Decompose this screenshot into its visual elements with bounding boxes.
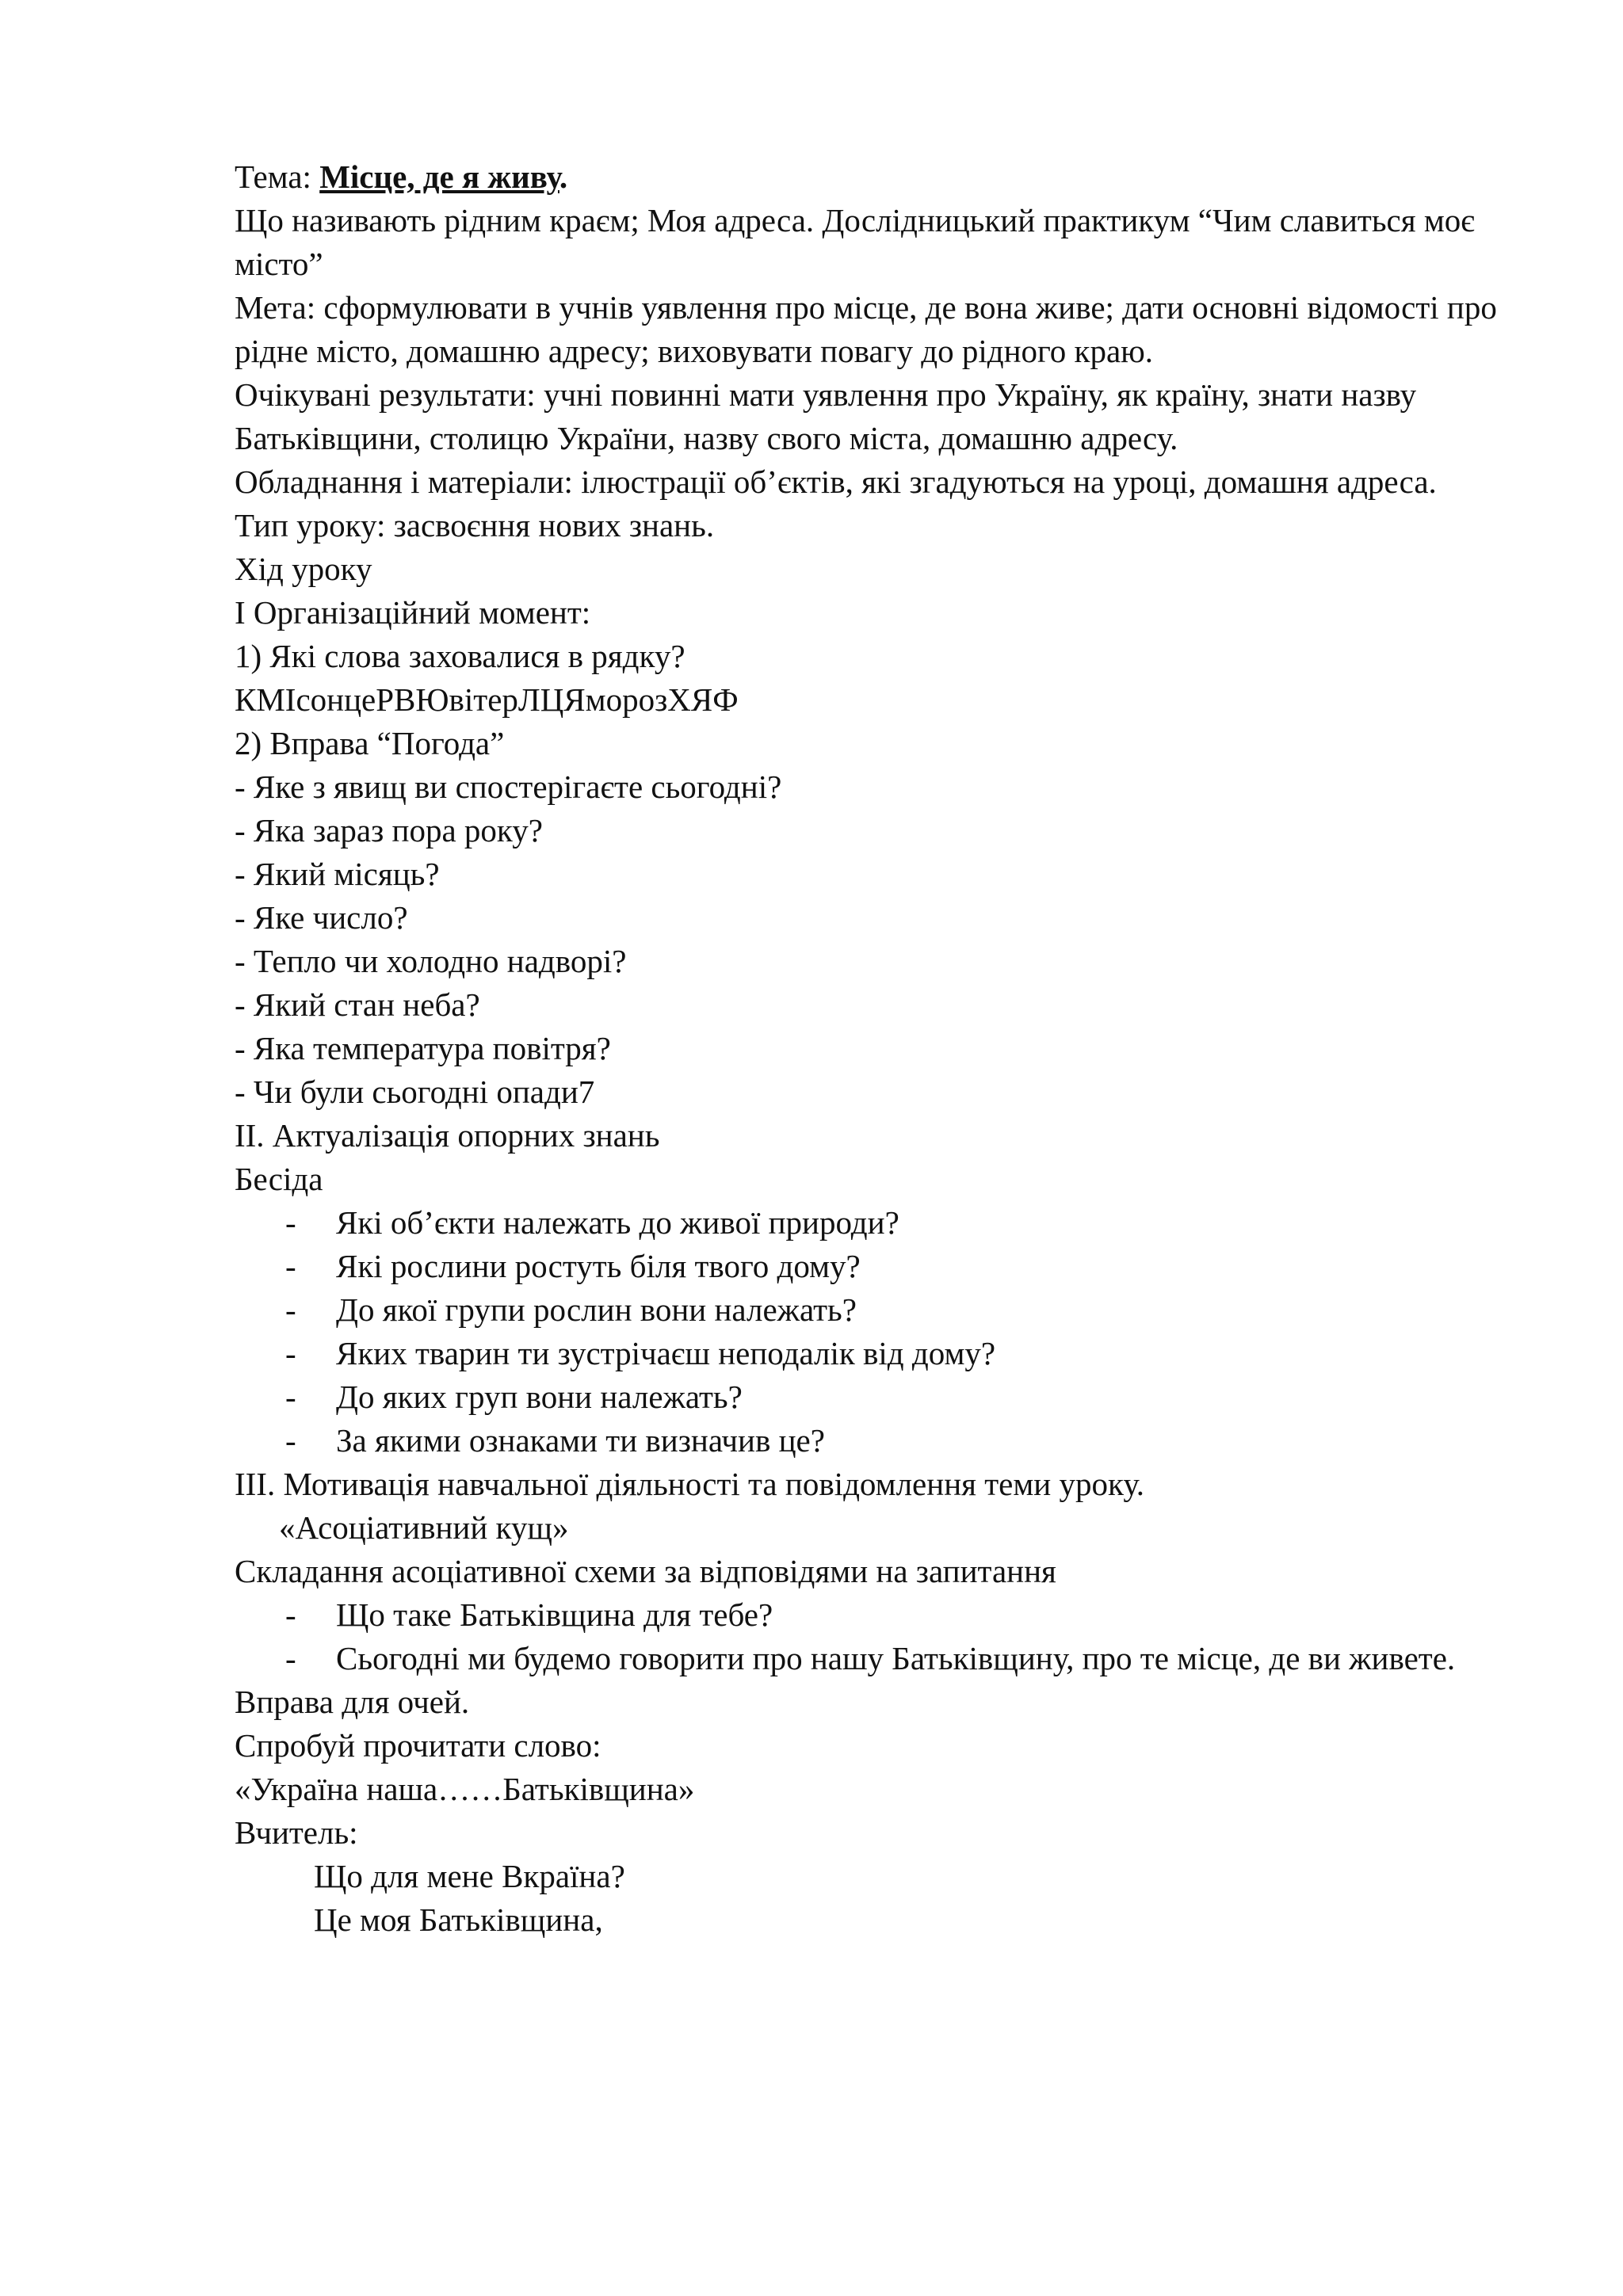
- hidden-words-letters: КМІсонцеРВЮвітерЛЦЯморозХЯФ: [235, 681, 739, 718]
- list-item: [235, 1201, 1518, 1245]
- weather-question: - Який стан неба?: [235, 986, 480, 1023]
- list-item: [235, 1375, 1518, 1419]
- subtopics: Що називають рідним краєм; Моя адреса. Дослідницький практикум “Чим славиться моє місто”: [235, 202, 1475, 282]
- weather-question: - Чи були сьогодні опади7: [235, 1074, 595, 1110]
- topic-line: [235, 155, 1518, 199]
- list-dash: -: [285, 1596, 296, 1633]
- list-item-text: Які рослини ростуть біля твого дому?: [336, 1248, 861, 1284]
- topic-title: Місце, де я живу: [319, 158, 559, 195]
- list-item: [235, 1593, 1518, 1637]
- goal: Мета: сформулювати в учнів уявлення про місце, де вона живе; дати основні відомості про рідне місто, домашню адресу; виховувати повагу до рідного краю.: [235, 289, 1497, 369]
- list-dash: -: [285, 1379, 296, 1415]
- eye-exercise-phrase: «Україна наша……Батьківщина»: [235, 1771, 695, 1807]
- weather-question: - Яка температура повітря?: [235, 1030, 611, 1066]
- list-dash: -: [285, 1335, 296, 1371]
- list-dash: -: [285, 1248, 296, 1284]
- list-item-text: Сьогодні ми будемо говорити про нашу Батьківщину, про те місце, де ви живете.: [336, 1640, 1456, 1676]
- section3-subtitle: Складання асоціативної схеми за відповідями на запитання: [235, 1553, 1056, 1589]
- list-item: [235, 1419, 1518, 1463]
- list-dash: -: [285, 1422, 296, 1459]
- list-item-text: До яких груп вони належать?: [336, 1379, 743, 1415]
- section1-title: І Організаційний момент:: [235, 594, 591, 631]
- weather-question: - Яка зараз пора року?: [235, 812, 543, 849]
- document-page: [235, 155, 1518, 1942]
- lesson-type: Тип уроку: засвоєння нових знань.: [235, 507, 715, 543]
- topic-label: Тема:: [235, 158, 320, 195]
- topic-end: .: [559, 158, 568, 195]
- poem-line: Що для мене Вкраїна?: [314, 1858, 625, 1894]
- equipment: Обладнання і матеріали: ілюстрації об’єктів, які згадуються на уроці, домашня адреса.: [235, 463, 1437, 500]
- eye-exercise-title: Вправа для очей.: [235, 1684, 470, 1720]
- list-item: [235, 1245, 1518, 1288]
- list-item-text: За якими ознаками ти визначив це?: [336, 1422, 825, 1459]
- teacher-label: Вчитель:: [235, 1814, 358, 1851]
- lesson-flow-heading: Хід уроку: [235, 551, 372, 587]
- eye-exercise-task: Спробуй прочитати слово:: [235, 1727, 601, 1764]
- list-item: [235, 1332, 1518, 1375]
- list-dash: -: [285, 1204, 296, 1241]
- task2: 2) Вправа “Погода”: [235, 725, 505, 761]
- weather-question: - Який місяць?: [235, 856, 440, 892]
- list-item-text: Яких тварин ти зустрічаєш неподалік від дому?: [336, 1335, 996, 1371]
- weather-question: - Яке число?: [235, 899, 408, 936]
- list-item-text: Які об’єкти належать до живої природи?: [336, 1204, 899, 1241]
- list-dash: -: [285, 1640, 296, 1676]
- list-item: [235, 1637, 1518, 1680]
- task1: 1) Які слова заховалися в рядку?: [235, 638, 685, 674]
- list-item-text: Що таке Батьківщина для тебе?: [336, 1596, 773, 1633]
- list-dash: -: [285, 1291, 296, 1328]
- list-item-text: До якої групи рослин вони належать?: [336, 1291, 857, 1328]
- section2-title: ІІ. Актуалізація опорних знань: [235, 1117, 660, 1154]
- weather-question: - Тепло чи холодно надворі?: [235, 943, 627, 979]
- section3-title: ІІІ. Мотивація навчальної діяльності та повідомлення теми уроку.: [235, 1466, 1144, 1502]
- section2-subtitle: Бесіда: [235, 1161, 323, 1197]
- expected-results: Очікувані результати: учні повинні мати уявлення про Україну, як країну, знати назву Батьківщини, столицю України, назву свого міста, домашню адресу.: [235, 376, 1417, 456]
- list-item: [235, 1288, 1518, 1332]
- section3-title-cont: «Асоціативний кущ»: [279, 1509, 569, 1546]
- poem-line: Це моя Батьківщина,: [314, 1901, 603, 1938]
- weather-question: - Яке з явищ ви спостерігаєте сьогодні?: [235, 769, 782, 805]
